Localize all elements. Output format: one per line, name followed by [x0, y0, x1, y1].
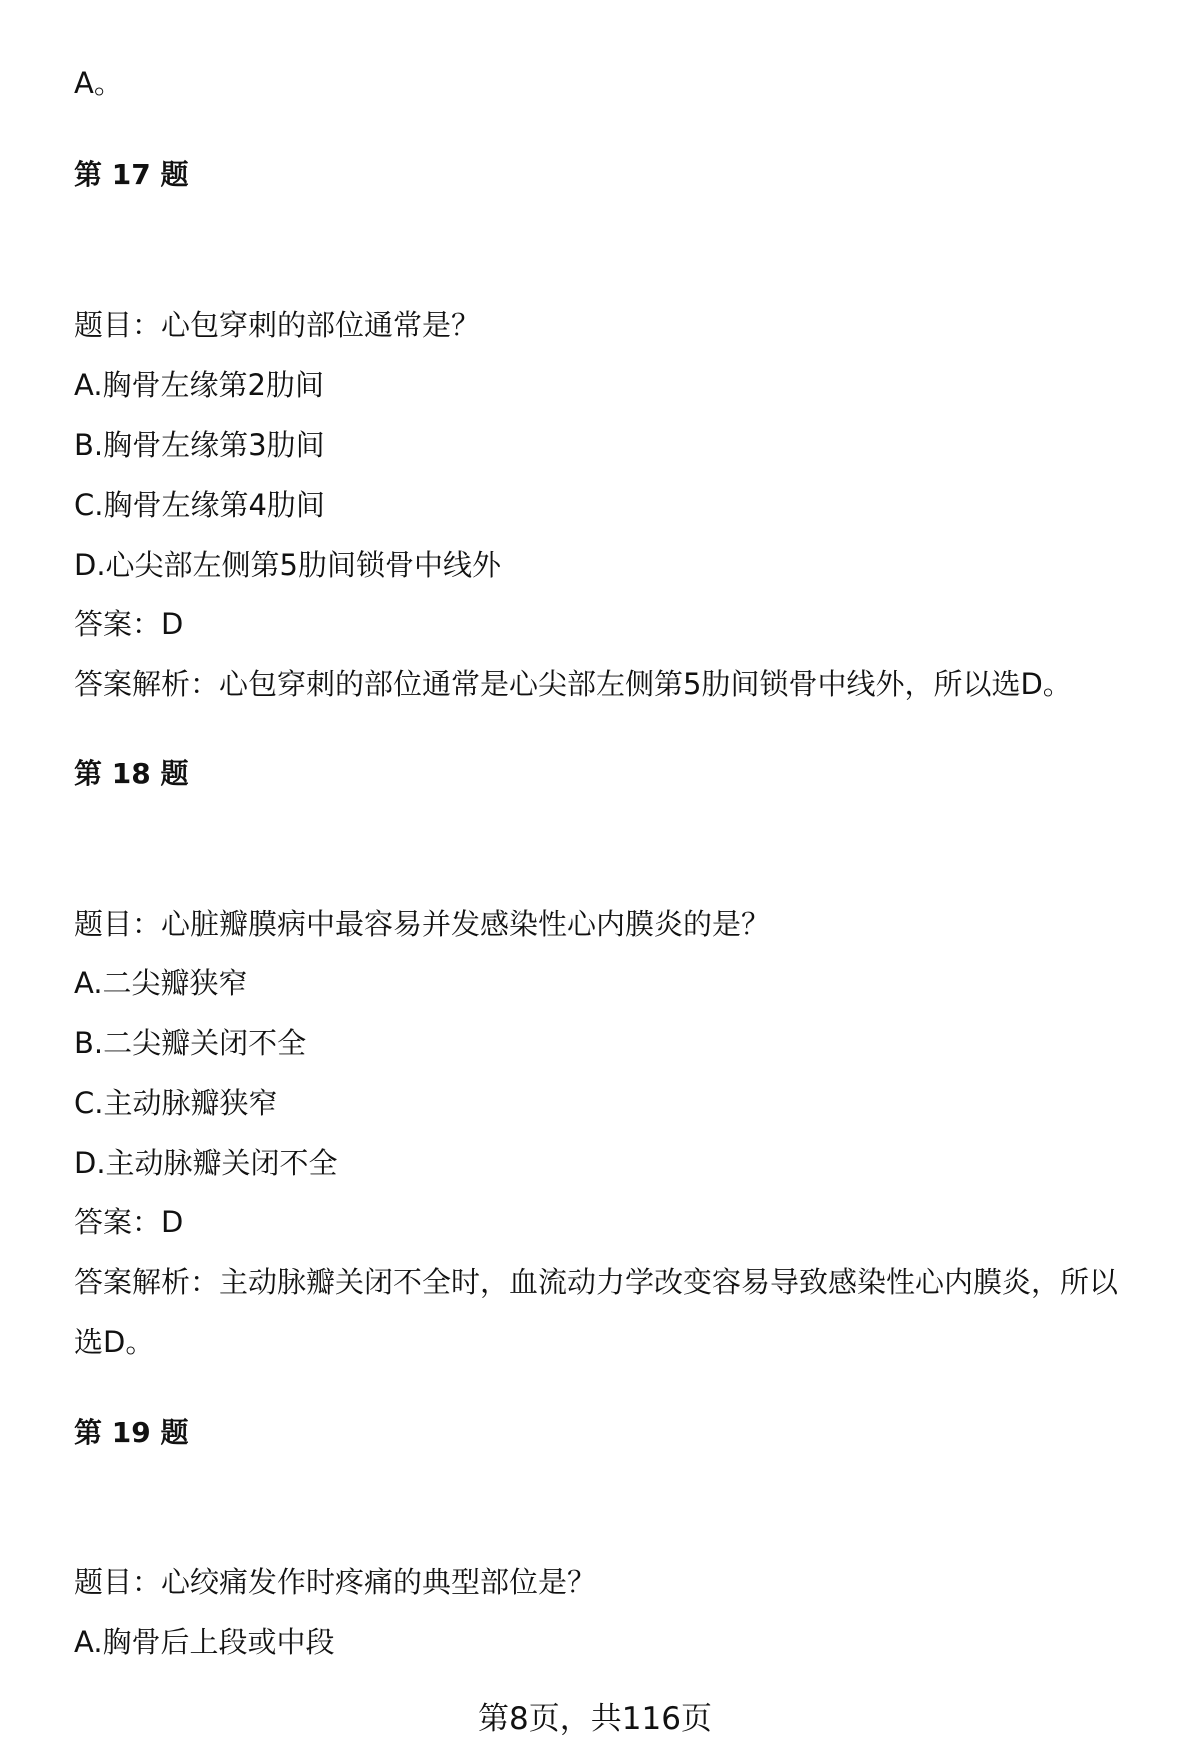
previous-answer-fragment: A。 — [74, 66, 123, 100]
question-17-option-b: B.胸骨左缘第3肋间 — [74, 428, 325, 462]
question-18-analysis-line-2: 选D。 — [74, 1325, 155, 1359]
question-17-analysis: 答案解析：心包穿刺的部位通常是心尖部左侧第5肋间锁骨中线外，所以选D。 — [74, 667, 1072, 701]
question-18-heading: 第 18 题 — [74, 757, 189, 790]
question-18-option-a: A.二尖瓣狭窄 — [74, 966, 248, 1000]
question-17-option-c: C.胸骨左缘第4肋间 — [74, 488, 325, 522]
question-18-option-c: C.主动脉瓣狭窄 — [74, 1086, 278, 1120]
question-17-option-d: D.心尖部左侧第5肋间锁骨中线外 — [74, 548, 502, 582]
question-18-stem: 题目：心脏瓣膜病中最容易并发感染性心内膜炎的是？ — [74, 907, 771, 941]
question-19-stem: 题目：心绞痛发作时疼痛的典型部位是？ — [74, 1565, 597, 1599]
question-18-answer: 答案：D — [74, 1205, 184, 1239]
question-17-stem: 题目：心包穿刺的部位通常是？ — [74, 308, 481, 342]
question-19-heading: 第 19 题 — [74, 1416, 189, 1449]
question-17-heading: 第 17 题 — [74, 158, 189, 191]
question-19-option-a: A.胸骨后上段或中段 — [74, 1625, 335, 1659]
page-number-footer: 第8页，共116页 — [478, 1701, 712, 1737]
question-18-option-b: B.二尖瓣关闭不全 — [74, 1026, 307, 1060]
question-18-analysis-line-1: 答案解析：主动脉瓣关闭不全时，血流动力学改变容易导致感染性心内膜炎，所以 — [74, 1265, 1119, 1299]
question-17-option-a: A.胸骨左缘第2肋间 — [74, 368, 324, 402]
question-18-option-d: D.主动脉瓣关闭不全 — [74, 1146, 338, 1180]
question-17-answer: 答案：D — [74, 607, 184, 641]
